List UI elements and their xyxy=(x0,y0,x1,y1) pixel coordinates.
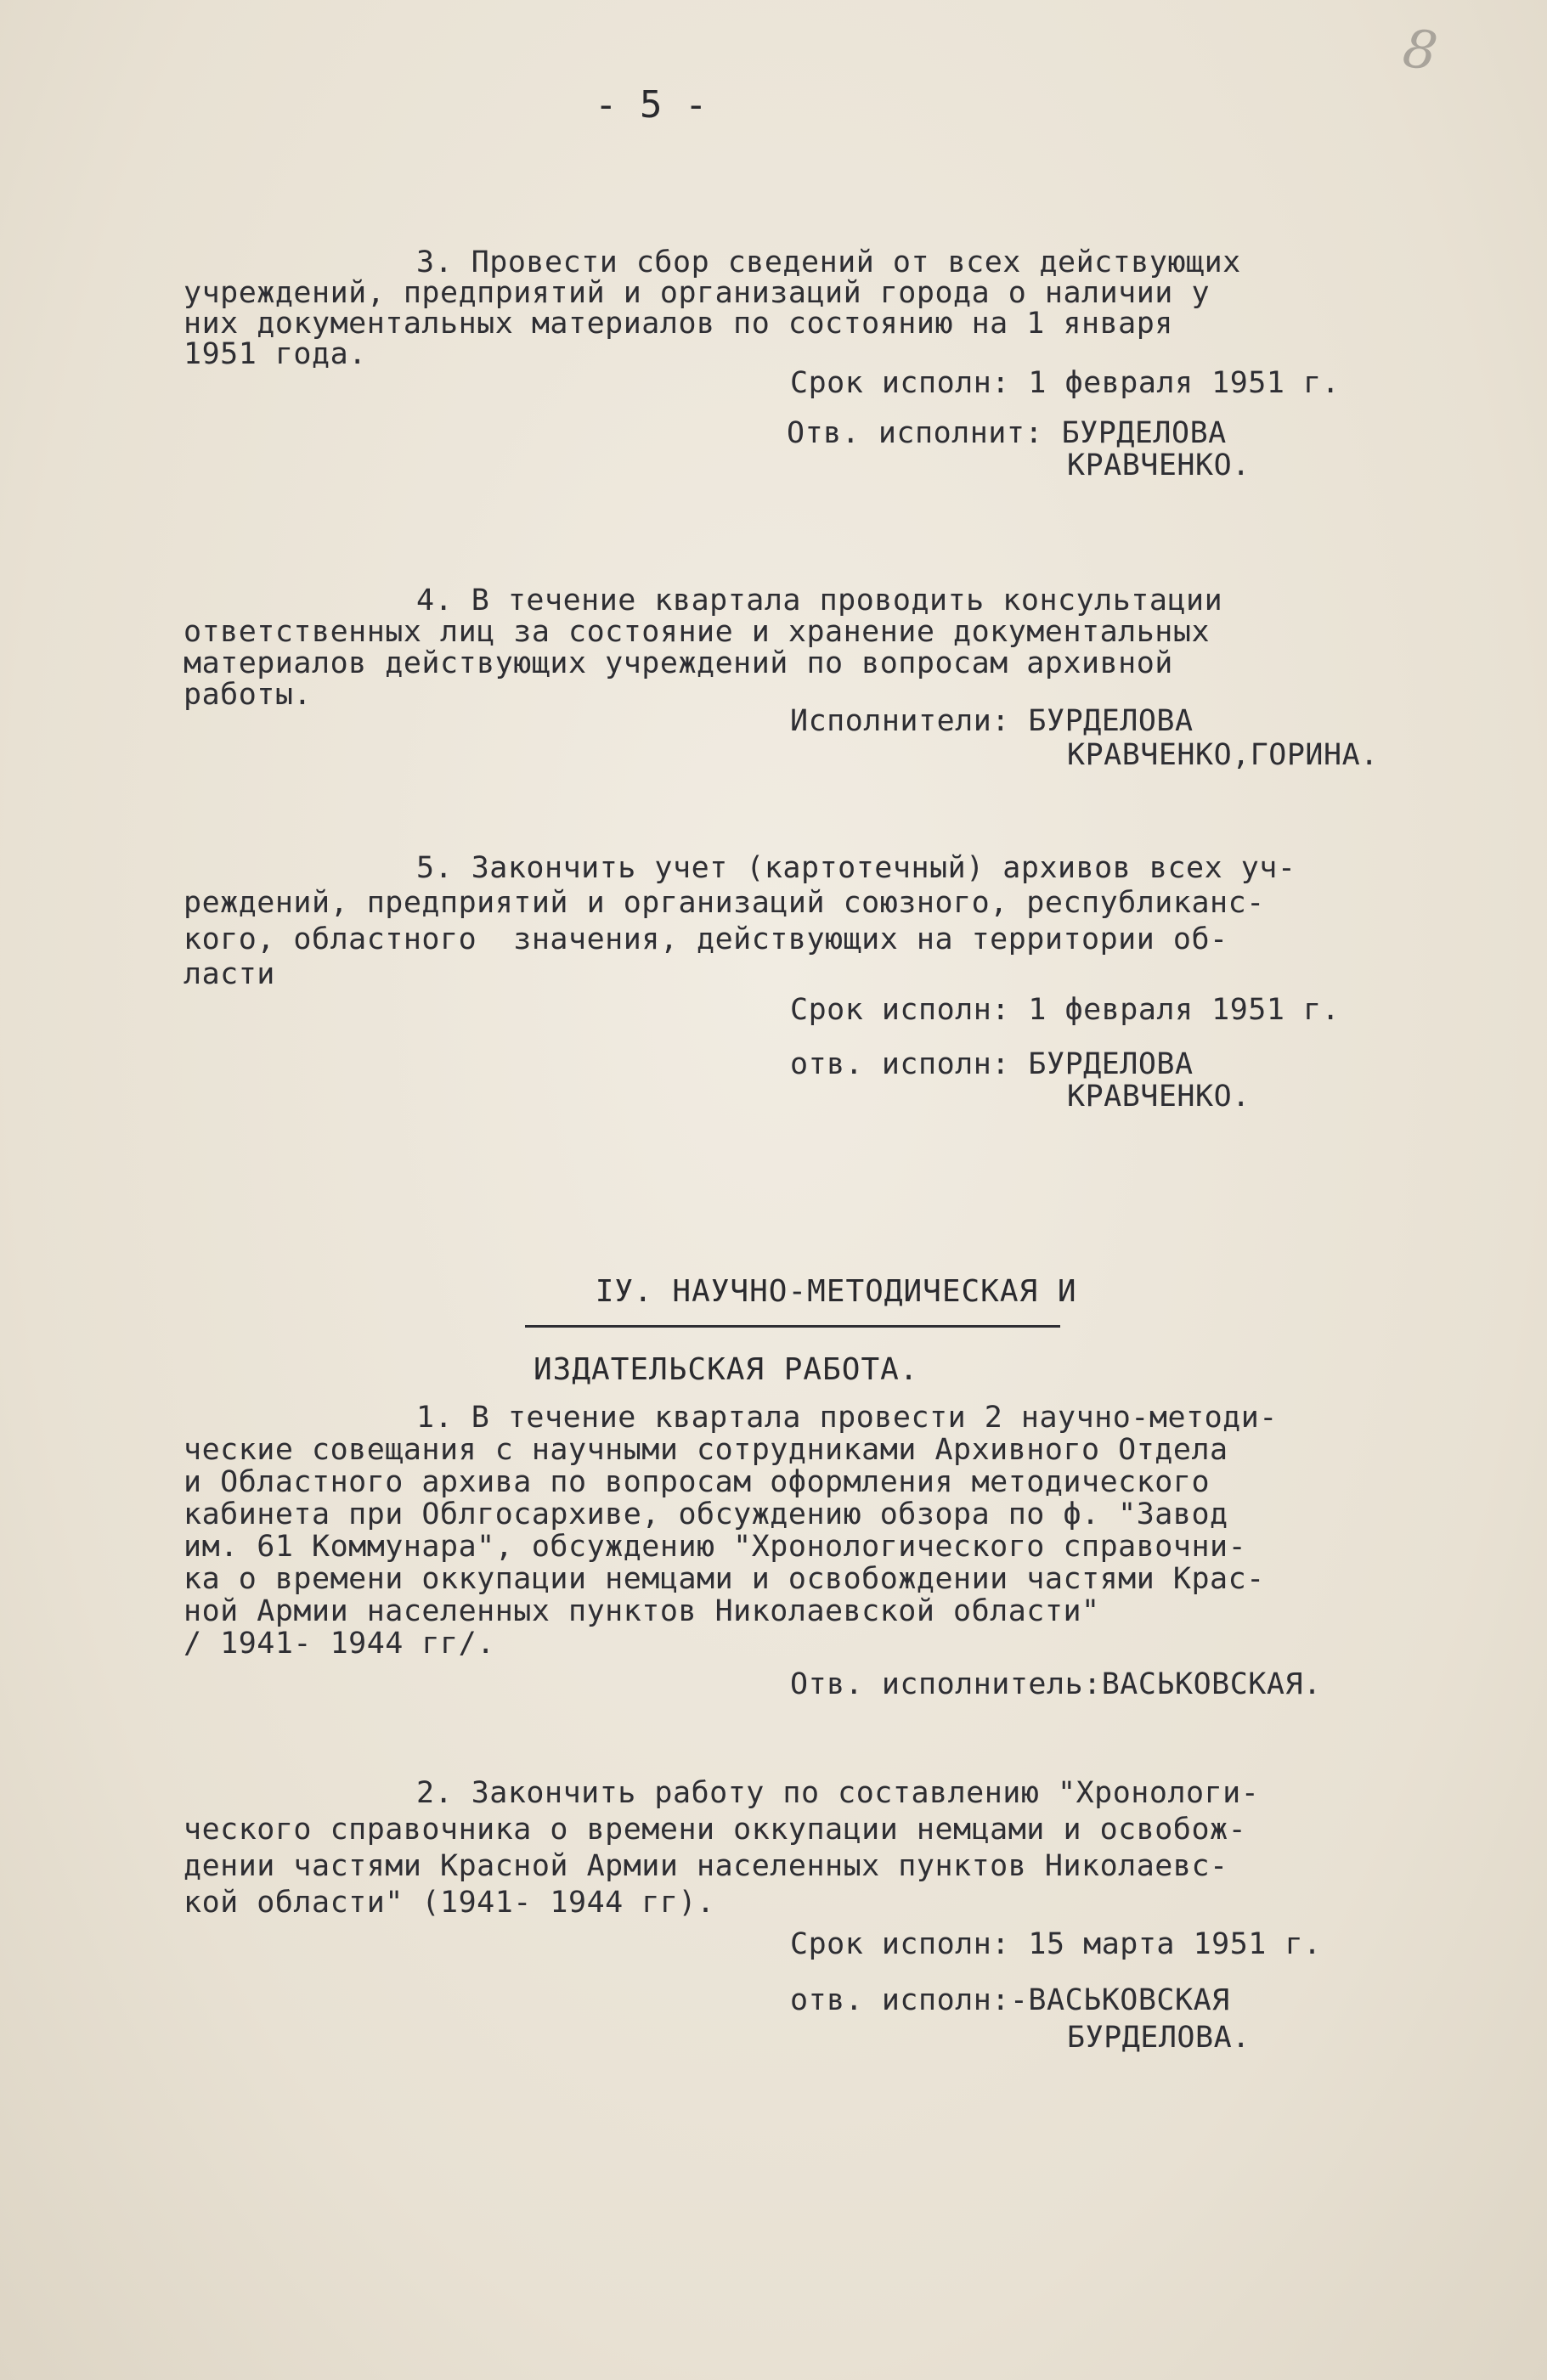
item3-executor: Отв. исполнит: БУРДЕЛОВА xyxy=(787,416,1227,450)
section-title-line2: ИЗДАТЕЛЬСКАЯ РАБОТА. xyxy=(534,1352,919,1387)
section-item2-line3: дении частями Красной Армии населенных пунктов Николаевс- xyxy=(183,1849,1228,1883)
section-item2-line4: кой области" (1941- 1944 гг). xyxy=(183,1886,715,1920)
item5-deadline: Срок исполн: 1 февраля 1951 г. xyxy=(790,993,1341,1027)
item3-line4: 1951 года. xyxy=(183,337,367,371)
item3-line3: них документальных материалов по состоянию на 1 января xyxy=(183,307,1173,341)
section-item2-line1: 2. Закончить работу по составлению "Хронологи- xyxy=(416,1776,1260,1810)
item3-line2: учреждений, предприятий и организаций города о наличии у xyxy=(183,276,1211,310)
section-item1-line6: ка о времени оккупации немцами и освобождении частями Крас- xyxy=(183,1562,1265,1596)
item4-executor-extra: КРАВЧЕНКО,ГОРИНА. xyxy=(1067,738,1379,772)
section-item2-executor-extra: БУРДЕЛОВА. xyxy=(1067,2021,1251,2055)
item5-line1: 5. Закончить учет (картотечный) архивов всех уч- xyxy=(416,851,1296,885)
section-item2-line2: ческого справочника о времени оккупации немцами и освобож- xyxy=(183,1813,1247,1847)
item3-line1: 3. Провести сбор сведений от всех действующих xyxy=(416,245,1241,279)
item4-line1: 4. В течение квартала проводить консультации xyxy=(416,584,1223,618)
item4-line4: работы. xyxy=(183,678,313,712)
section-item1-line8: / 1941- 1944 гг/. xyxy=(183,1627,495,1661)
page-number: - 5 - xyxy=(595,83,708,127)
item5-executor-extra: КРАВЧЕНКО. xyxy=(1067,1080,1251,1114)
item4-line2: ответственных лиц за состояние и хранение документальных xyxy=(183,615,1211,649)
section-item1-line2: ческие совещания с научными сотрудниками Архивного Отдела xyxy=(183,1433,1228,1467)
section-item1-line4: кабинета при Облгосархиве, обсуждению обзора по ф. "Завод xyxy=(183,1497,1228,1531)
section-item1-line5: им. 61 Коммунара", обсуждению "Хронологического справочни- xyxy=(183,1530,1247,1564)
folio-number: 8 xyxy=(1399,16,1442,83)
item5-line2: реждений, предприятий и организаций союзного, республиканс- xyxy=(183,886,1265,920)
section-item2-deadline: Срок исполн: 15 марта 1951 г. xyxy=(790,1927,1322,1961)
section-item1-line3: и Областного архива по вопросам оформления методического xyxy=(183,1465,1211,1499)
item4-line3: материалов действующих учреждений по вопросам архивной xyxy=(183,646,1173,680)
item3-deadline: Срок исполн: 1 февраля 1951 г. xyxy=(790,366,1341,400)
section-item1-executor: Отв. исполнитель:ВАСЬКОВСКАЯ. xyxy=(790,1667,1322,1701)
item5-line4: ласти xyxy=(183,957,275,991)
item4-executor: Исполнители: БУРДЕЛОВА xyxy=(790,704,1194,738)
section-item1-line1: 1. В течение квартала провести 2 научно-методи- xyxy=(416,1401,1278,1435)
heading-underline xyxy=(525,1325,1060,1328)
section-title-line1: IУ. НАУЧНО-МЕТОДИЧЕСКАЯ И xyxy=(595,1274,1077,1309)
section-item1-line7: ной Армии населенных пунктов Николаевской области" xyxy=(183,1594,1100,1628)
section-item2-executor: отв. исполн:-ВАСЬКОВСКАЯ xyxy=(790,1983,1230,2017)
item5-line3: кого, областного значения, действующих на территории об- xyxy=(183,922,1228,956)
item5-executor: отв. исполн: БУРДЕЛОВА xyxy=(790,1047,1194,1081)
item3-executor-extra: КРАВЧЕНКО. xyxy=(1067,448,1251,482)
